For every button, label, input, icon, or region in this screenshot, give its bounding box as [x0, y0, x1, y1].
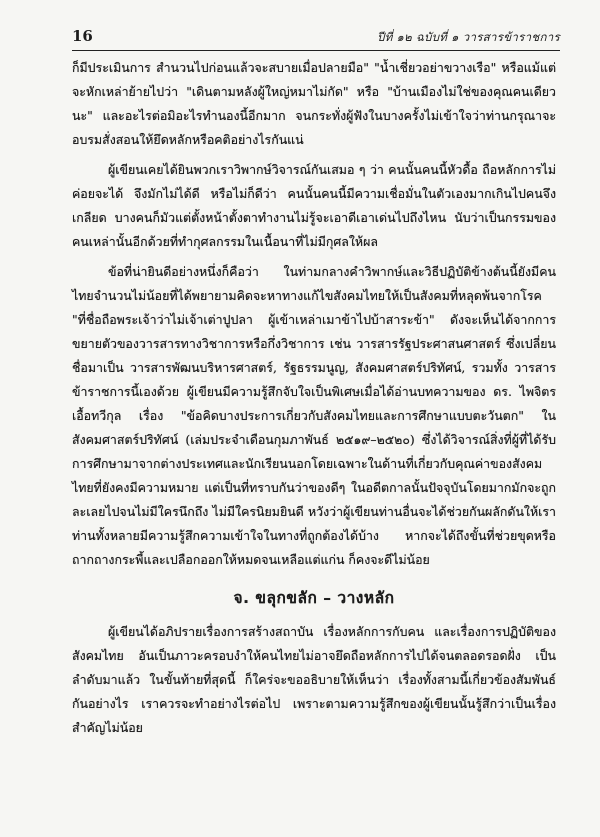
paragraph: ผู้เขียนเคยได้ยินพวกเราวิพากษ์วิจารณ์กันเสมอ ๆ ว่า คนนั้นคนนี้หัวดื้อ ถือหลักการไม่ค่อยจะได้ จึงมักไม่ได้ดี หรือไม่ก็ดีว่า คนนั้นคนนี้มีความเชื่อมั่นในตัวเองมากเกินไปคนจึงเกลียด บางคนก็มัวแต่ตั้งหน้าตั้งตาทำงานไม่รู้จะเอาดีเอาเด่นไปถึงไหน นับว่าเป็นกรรมของคนเหล่านั้นอีกด้วยที่ทำกุศลกรรมในเนื้อนาที่ไม่มีกุศลให้ผล — [72, 162, 556, 249]
running-head: ปีที่ ๑๒ ฉบับที่ ๑ วารสารข้าราชการ — [377, 30, 560, 44]
page-number: 16 — [72, 27, 93, 45]
section-paragraph: ผู้เขียนได้อภิปรายเรื่องการสร้างสถาบัน เรื่องหลักการกับคน และเรื่องการปฏิบัติของสังคมไทย อันเป็นภาวะครอบงำให้คนไทยไม่อาจยึดถือหลักการไปได้จนตลอดรอดฝั่ง เป็นลำดับมาแล้ว ในขั้นท้ายที่สุดนี้ ก็ใคร่จะขออธิบายให้เห็นว่า เรื่องทั้งสามนี้เกี่ยวข้องสัมพันธ์กันอย่างไร เราควรจะทำอย่างไรต่อไป เพราะตามความรู้สึกของผู้เขียนนั้นรู้สึกว่าเป็นเรื่องสำคัญไม่น้อย — [72, 624, 556, 735]
page-header — [72, 24, 560, 51]
paragraph-continued: ก็มีประเมินการ สำนวนไปก่อนแล้วจะสบายเมื่อปลายมือ" "น้ำเชี่ยวอย่าขวางเรือ" หรือแม้แต่จะหักเหล่าย้ายไปว่า "เดินตามหลังผู้ใหญ่หมาไม่กัด" หรือ "บ้านเมืองไม่ใช่ของคุณคนเดียวนะ" และอะไรต่อมิอะไรทำนองนี้อีกมาก จนกระทั่งผู้ฟังในบางครั้งไม่เข้าใจว่าท่านกรุณาจะอบรมสั่งสอนให้ยึดหลักหรือคติอย่างไรกันแน่ — [72, 60, 556, 147]
section-heading: จ. ขลุกขลัก – วางหลัก — [233, 589, 395, 607]
paragraph: ข้อที่น่ายินดีอย่างหนึ่งก็คือว่า ในท่ามกลางคำวิพากษ์และวิธีปฏิบัติข้างต้นนี้ยังมีคนไทยจำนวนไม่น้อยที่ได้พยายามคิดจะหาทางแก้ไขสังคมไทยให้เป็นสังคมที่หลุดพ้นจากโรค "ที่ชื่อถือพระเจ้าว่าไม่เจ้าเต่าปูปลา ผู้เข้าเหล่าเมาข้าไปบ้าสาระข้า" ดังจะเห็นได้จากการขยายตัวของวารสารทางวิชาการหรือกึ่งวิชาการ เช่น วารสารรัฐประศาสนศาสตร์ ซึ่งเปลี่ยนชื่อมาเป็น วารสารพัฒนบริหารศาสตร์, รัฐธรรมนูญ, สังคมศาสตร์ปริทัศน์, รวมทั้ง วารสารข้าราชการนี้เองด้วย ผู้เขียนมีความรู้สึกจับใจเป็นพิเศษเมื่อได้อ่านบทความของ ดร. ไพจิตร เอื้อทวีกุล เรื่อง "ข้อคิดบางประการเกี่ยวกับสังคมไทยและการศึกษาแบบตะวันตก" ในสังคมศาสตร์ปริทัศน์ (เล่มประจำเดือนกุมภาพันธ์ ๒๕๑๙–๒๕๒๐) ซึ่งได้วิจารณ์สิ่งที่ผู้ที่ได้รับการศึกษามาจากต่างประเทศและนักเรียนนอกโดยเฉพาะในด้านที่เกี่ยวกับคุณค่าของสังคมไทยที่ยังคงมีความหมาย แต่เป็นที่ทราบกันว่าของดีๆ ในอดีตกาลนั้นปัจจุบันโดยมากมักจะถูกละเลยไปจนไม่มีใครนึกถึง ไม่มีใครนิยมยินดี หวังว่าผู้เขียนท่านอื่นจะได้ช่วยกันผลักดันให้เราท่านทั้งหลายมีความรู้สึกความเข้าใจในทางที่ถูกต้องได้บ้าง หากจะได้ถึงขั้นที่ช่วยขุดหรือถากถางกระพี้และเปลือกออกให้หมดจนเหลือแต่แก่น ก็คงจะดีไม่น้อย — [72, 264, 556, 567]
body-text — [72, 56, 556, 746]
